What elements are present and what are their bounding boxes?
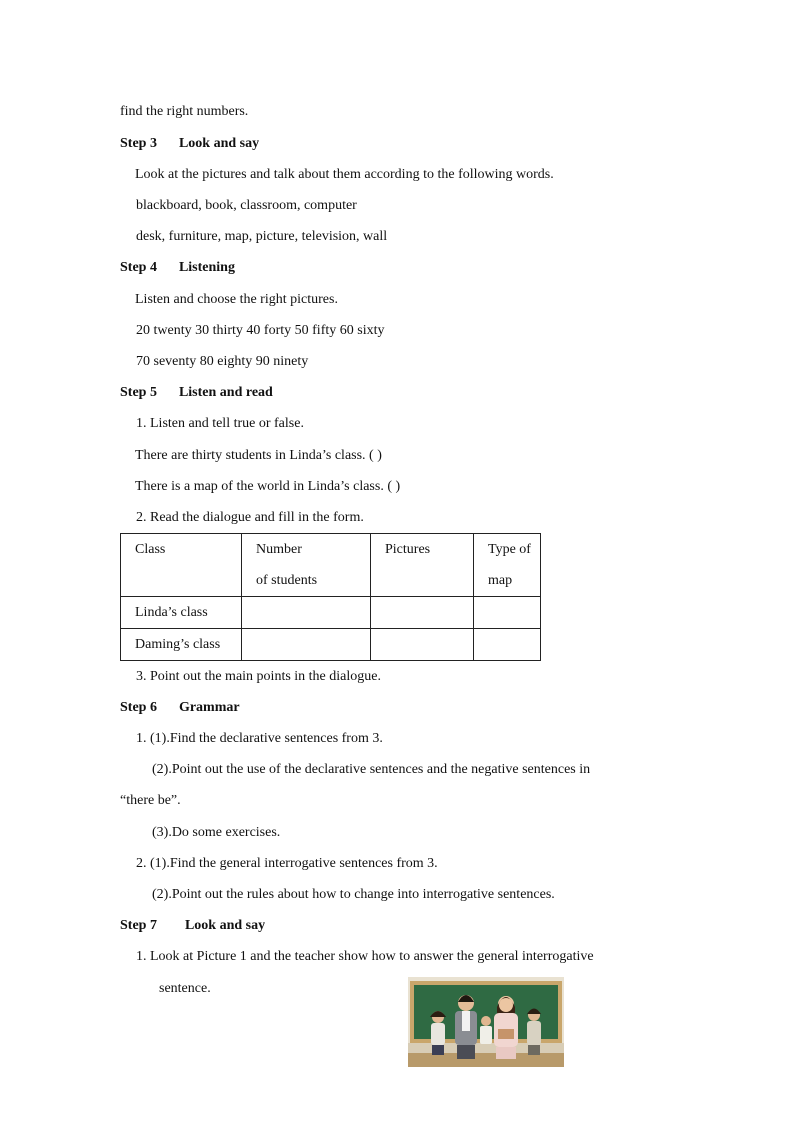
form-header-number: Number of students [242,534,371,597]
step3-words-1: blackboard, book, classroom, computer [136,198,357,213]
form-cell-number[interactable] [242,629,371,661]
step5-task-2: 2. Read the dialogue and fill in the form. [136,510,364,525]
step3-words-2: desk, furniture, map, picture, television, wall [136,229,388,244]
step4-instruction: Listen and choose the right pictures. [135,292,338,307]
step6-item-1-3: (3).Do some exercises. [152,825,281,840]
form-header-class: Class [121,534,242,597]
step4-heading: Step 4 Listening [120,260,235,275]
form-cell-map[interactable] [474,629,541,661]
step6-item-1-2-cont: “there be”. [120,793,181,808]
step7-heading: Step 7 Look and say [120,918,266,933]
step6-item-1-1: 1. (1).Find the declarative sentences from 3. [136,731,383,746]
table-row [121,629,541,661]
step6-item-2-2: (2).Point out the rules about how to change into interrogative sentences. [152,887,555,902]
form-cell-map[interactable] [474,597,541,629]
step6-item-1-2: (2).Point out the use of the declarative sentences and the negative sentences in [152,762,591,777]
form-cell-pictures[interactable] [371,597,474,629]
step6-heading: Step 6 Grammar [120,700,240,715]
step7-item-1: 1. Look at Picture 1 and the teacher show how to answer the general interrogative [136,949,594,964]
step5-statement-2: There is a map of the world in Linda’s class. ( ) [135,479,401,494]
form-cell-class: Daming’s class [121,629,242,661]
step5-task-1: 1. Listen and tell true or false. [136,416,304,431]
form-header-map: Type of map [474,534,541,597]
step6-item-2-1: 2. (1).Find the general interrogative sentences from 3. [136,856,438,871]
intro-line: find the right numbers. [120,104,249,119]
form-cell-class: Linda’s class [121,597,242,629]
fill-in-form [120,533,541,661]
classroom-photo [408,977,564,1067]
step3-instruction: Look at the pictures and talk about them according to the following words. [135,167,554,182]
table-row [121,597,541,629]
step4-numbers-1: 20 twenty 30 thirty 40 forty 50 fifty 60 sixty [136,323,385,338]
step3-heading: Step 3 Look and say [120,136,260,151]
step5-task-3: 3. Point out the main points in the dialogue. [136,669,381,684]
form-cell-number[interactable] [242,597,371,629]
step7-item-1-cont: sentence. [159,981,211,996]
form-header-pictures: Pictures [371,534,474,597]
step4-numbers-2: 70 seventy 80 eighty 90 ninety [136,354,309,369]
teachers-and-students-illustration [408,977,564,1067]
form-cell-pictures[interactable] [371,629,474,661]
step5-heading: Step 5 Listen and read [120,385,273,400]
step5-statement-1: There are thirty students in Linda’s class. ( ) [135,448,382,463]
form-header-row [121,534,541,597]
